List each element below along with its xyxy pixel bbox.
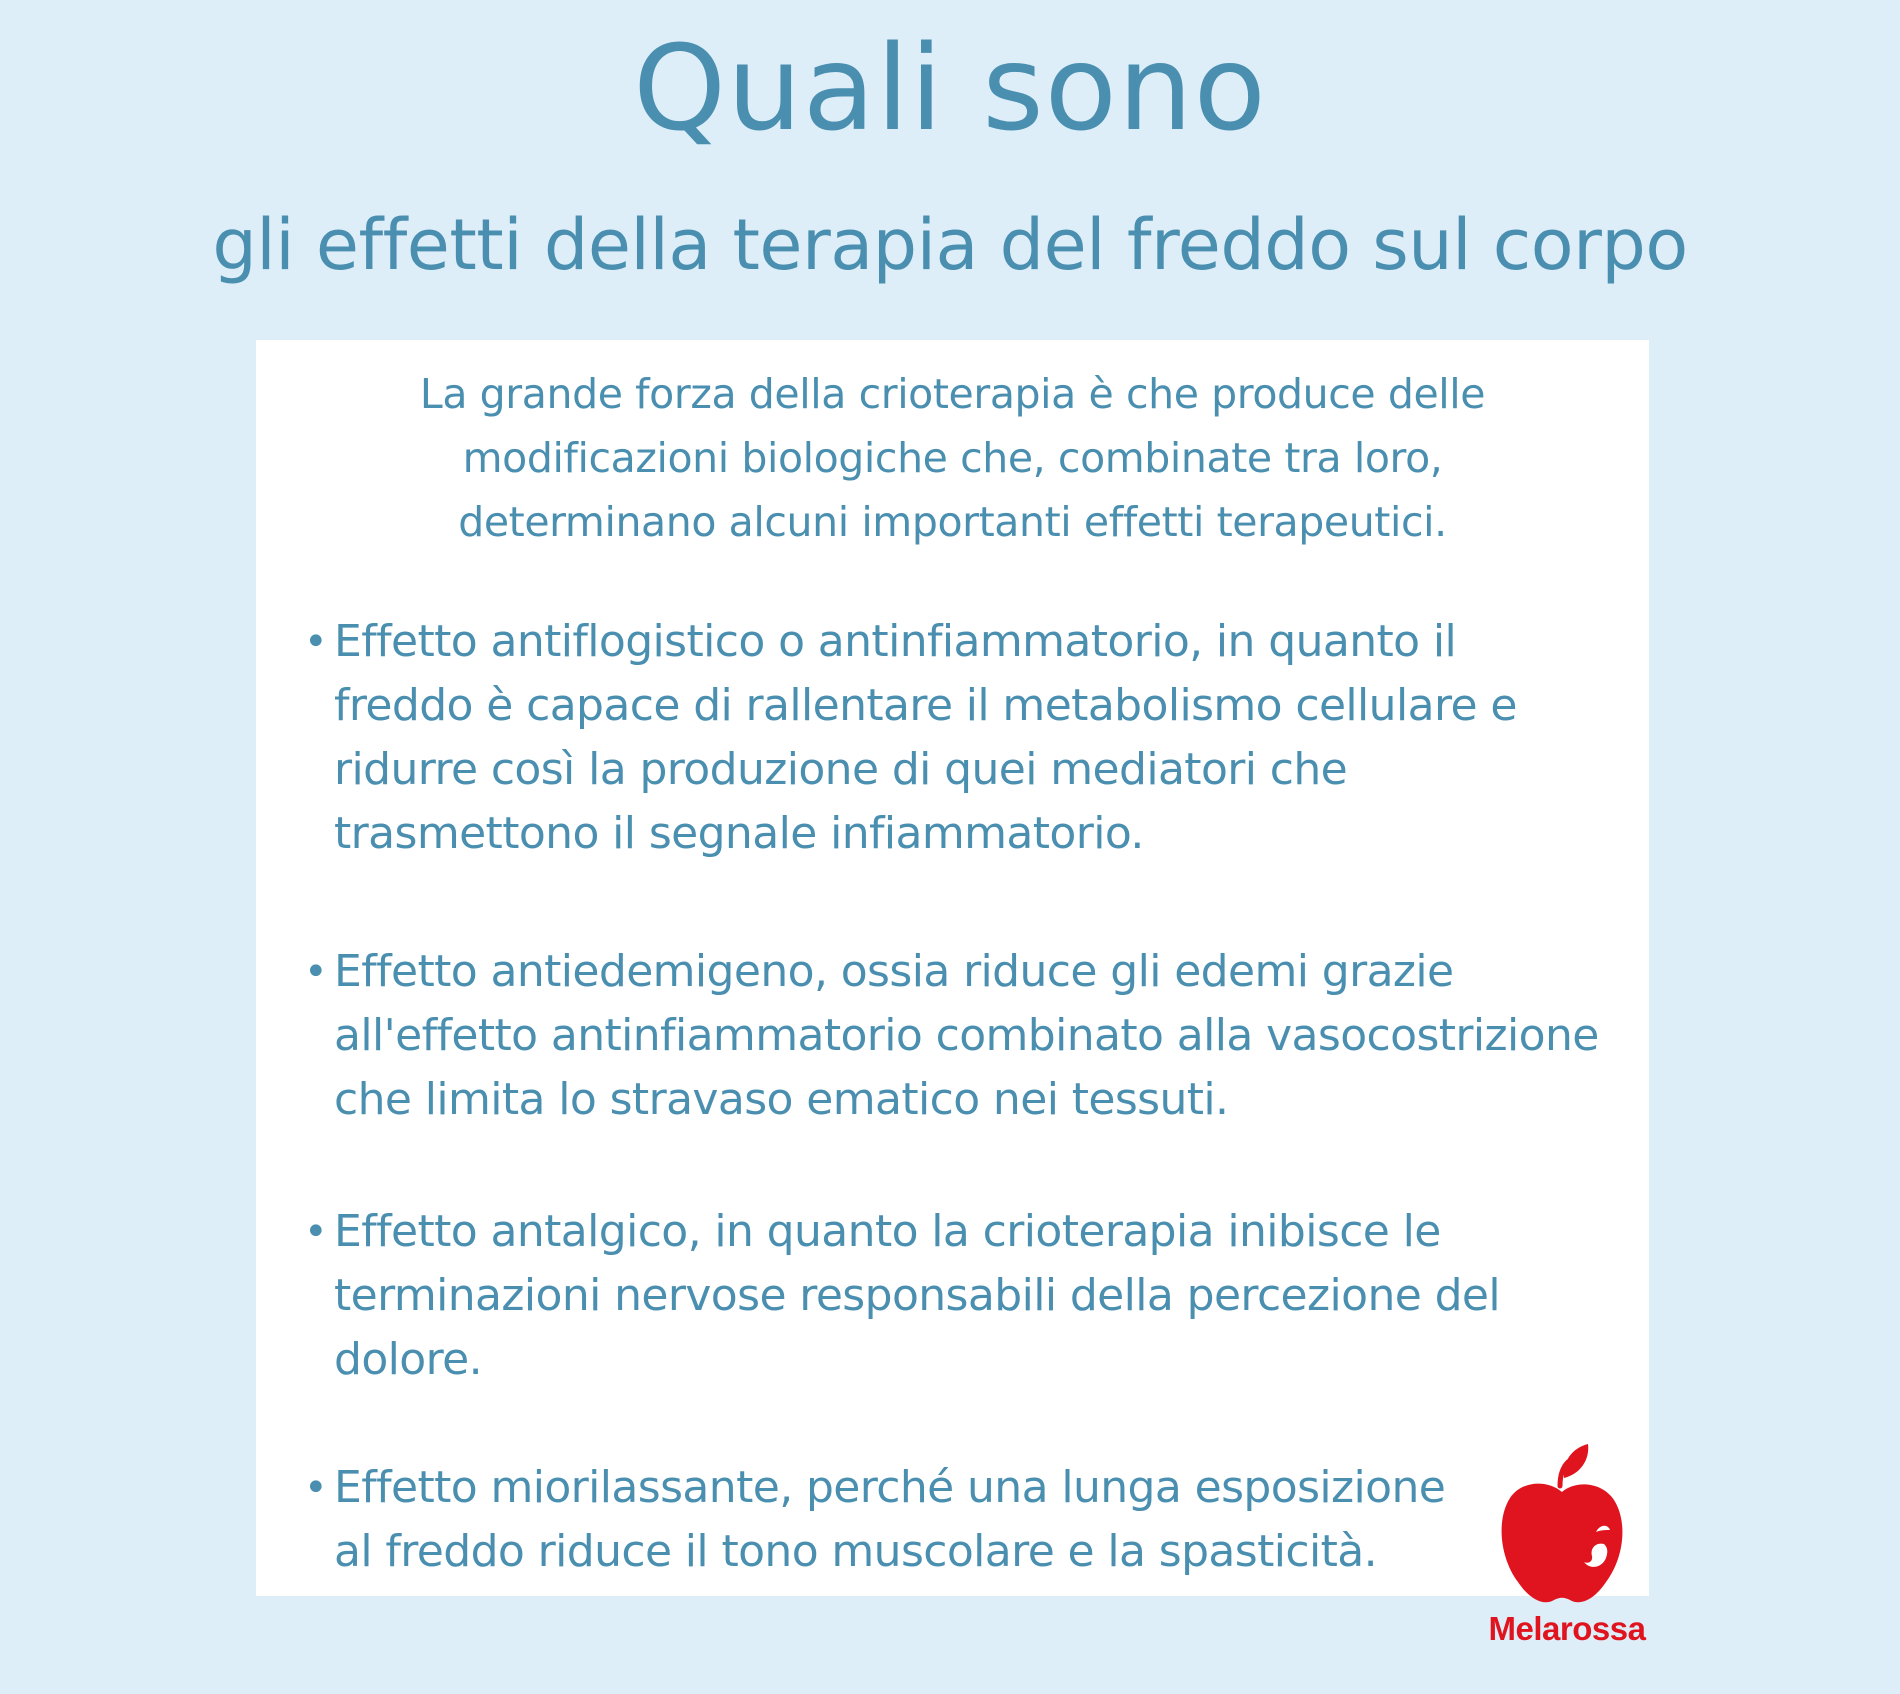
- intro-line: La grande forza della crioterapia è che produce delle: [419, 370, 1486, 418]
- list-item-line: Effetto antalgico, in quanto la crioterapia inibisce le: [334, 1206, 1441, 1257]
- bullet-icon: •: [304, 1209, 327, 1255]
- list-item-line: ridurre così la produzione di quei mediatori che: [334, 744, 1348, 795]
- bullet-icon: •: [304, 619, 327, 665]
- list-item-line: trasmettono il segnale infiammatorio.: [334, 808, 1144, 859]
- list-item-line: terminazioni nervose responsabili della percezione del: [334, 1270, 1501, 1321]
- list-item-line: Effetto antiedemigeno, ossia riduce gli edemi grazie: [334, 946, 1454, 997]
- list-item: [304, 1200, 1624, 1392]
- list-item-line: Effetto miorilassante, perché una lunga esposizione: [334, 1462, 1446, 1513]
- list-item-line: freddo è capace di rallentare il metabolismo cellulare e: [334, 680, 1517, 731]
- page-subtitle: gli effetti della terapia del freddo sul corpo: [212, 204, 1688, 286]
- list-item: [304, 610, 1624, 866]
- list-item-line: al freddo riduce il tono muscolare e la spasticità.: [334, 1526, 1378, 1577]
- bullet-icon: •: [304, 949, 327, 995]
- list-item-line: che limita lo stravaso ematico nei tessuti.: [334, 1074, 1229, 1125]
- intro-paragraph: [256, 362, 1649, 554]
- apple-icon: [1492, 1440, 1642, 1610]
- list-item-line: Effetto antiflogistico o antinfiammatorio, in quanto il: [334, 616, 1457, 667]
- content-card: [256, 340, 1649, 1596]
- bullet-icon: •: [304, 1465, 327, 1511]
- brand-logo: [1482, 1440, 1652, 1680]
- intro-line: determinano alcuni importanti effetti terapeutici.: [458, 498, 1447, 546]
- list-item: [304, 1456, 1624, 1584]
- brand-name: Melarossa: [1488, 1610, 1646, 1647]
- page-title: Quali sono: [633, 19, 1267, 157]
- list-item: [304, 940, 1624, 1132]
- intro-line: modificazioni biologiche che, combinate tra loro,: [462, 434, 1443, 482]
- list-item-line: all'effetto antinfiammatorio combinato alla vasocostrizione: [334, 1010, 1599, 1061]
- list-item-line: dolore.: [334, 1334, 482, 1385]
